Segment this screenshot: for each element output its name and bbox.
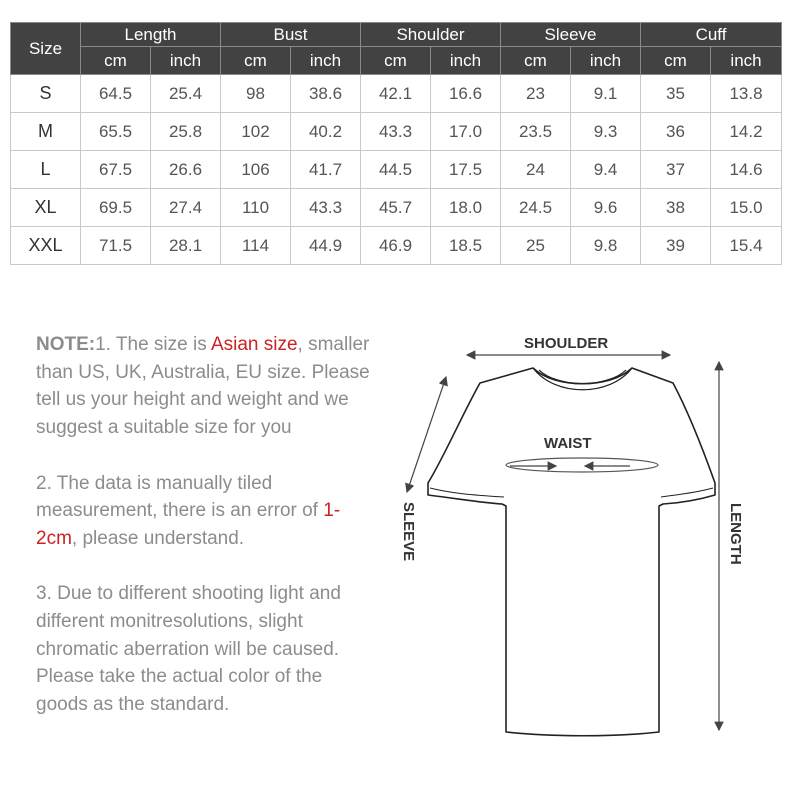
measurement-cell: 17.5 bbox=[431, 151, 501, 189]
unit-header-row bbox=[11, 47, 782, 75]
unit-header: inch bbox=[151, 47, 221, 75]
group-header-row bbox=[11, 23, 782, 47]
measurement-cell: 71.5 bbox=[81, 227, 151, 265]
measurement-cell: 23.5 bbox=[501, 113, 571, 151]
measurement-cell: 26.6 bbox=[151, 151, 221, 189]
group-bust-header: Bust bbox=[221, 23, 361, 47]
size-note bbox=[36, 331, 376, 747]
group-shoulder-header: Shoulder bbox=[361, 23, 501, 47]
measurement-cell: 69.5 bbox=[81, 189, 151, 227]
note-highlight: 1-2cm bbox=[36, 500, 341, 549]
measurement-cell: 36 bbox=[641, 113, 711, 151]
measurement-cell: 16.6 bbox=[431, 75, 501, 113]
measurement-cell: 18.5 bbox=[431, 227, 501, 265]
size-cell: XXL bbox=[11, 227, 81, 265]
group-length-header: Length bbox=[81, 23, 221, 47]
measurement-cell: 23 bbox=[501, 75, 571, 113]
measurement-cell: 9.4 bbox=[571, 151, 641, 189]
unit-header: cm bbox=[81, 47, 151, 75]
note-paragraph-3 bbox=[36, 580, 376, 719]
measurement-cell: 42.1 bbox=[361, 75, 431, 113]
table-row bbox=[11, 227, 782, 265]
measurement-cell: 13.8 bbox=[711, 75, 782, 113]
measurement-cell: 44.5 bbox=[361, 151, 431, 189]
note-paragraph-2 bbox=[36, 470, 376, 553]
measurement-cell: 25.4 bbox=[151, 75, 221, 113]
unit-header: cm bbox=[641, 47, 711, 75]
length-label: LENGTH bbox=[727, 503, 744, 565]
group-cuff-header: Cuff bbox=[641, 23, 782, 47]
measurement-cell: 98 bbox=[221, 75, 291, 113]
unit-header: inch bbox=[571, 47, 641, 75]
group-sleeve-header: Sleeve bbox=[501, 23, 641, 47]
size-cell: M bbox=[11, 113, 81, 151]
unit-header: inch bbox=[291, 47, 361, 75]
measurement-cell: 37 bbox=[641, 151, 711, 189]
measurement-cell: 65.5 bbox=[81, 113, 151, 151]
measurement-cell: 25 bbox=[501, 227, 571, 265]
measurement-cell: 25.8 bbox=[151, 113, 221, 151]
measurement-cell: 43.3 bbox=[291, 189, 361, 227]
measurement-cell: 28.1 bbox=[151, 227, 221, 265]
note-text: , smaller than US, UK, Australia, EU size. Please tell us your height and weight and we suggest a suitable size for you bbox=[36, 334, 370, 439]
measurement-cell: 41.7 bbox=[291, 151, 361, 189]
measurement-cell: 24.5 bbox=[501, 189, 571, 227]
measurement-cell: 18.0 bbox=[431, 189, 501, 227]
unit-header: inch bbox=[711, 47, 782, 75]
sleeve-label: SLEEVE bbox=[400, 502, 417, 562]
measurement-cell: 38.6 bbox=[291, 75, 361, 113]
unit-header: cm bbox=[361, 47, 431, 75]
measurement-cell: 14.2 bbox=[711, 113, 782, 151]
unit-header: inch bbox=[431, 47, 501, 75]
tshirt-measurement-diagram bbox=[390, 325, 770, 745]
table-row bbox=[11, 189, 782, 227]
measurement-cell: 43.3 bbox=[361, 113, 431, 151]
measurement-cell: 9.6 bbox=[571, 189, 641, 227]
measurement-cell: 15.4 bbox=[711, 227, 782, 265]
note-text: , please understand. bbox=[71, 527, 245, 549]
size-header: Size bbox=[11, 23, 81, 75]
table-row bbox=[11, 75, 782, 113]
size-cell: XL bbox=[11, 189, 81, 227]
note-text: 1. The size is bbox=[95, 334, 211, 355]
measurement-cell: 35 bbox=[641, 75, 711, 113]
measurement-cell: 9.8 bbox=[571, 227, 641, 265]
note-text: 2. The data is manually tiled measurement, there is an error of bbox=[36, 472, 324, 522]
measurement-cell: 67.5 bbox=[81, 151, 151, 189]
measurement-cell: 46.9 bbox=[361, 227, 431, 265]
measurement-cell: 9.1 bbox=[571, 75, 641, 113]
measurement-cell: 114 bbox=[221, 227, 291, 265]
size-chart-table bbox=[10, 22, 782, 265]
measurement-cell: 110 bbox=[221, 189, 291, 227]
note-paragraph-1 bbox=[36, 331, 376, 442]
size-cell: S bbox=[11, 75, 81, 113]
measurement-cell: 27.4 bbox=[151, 189, 221, 227]
measurement-cell: 39 bbox=[641, 227, 711, 265]
tshirt-outline bbox=[428, 368, 715, 736]
measurement-cell: 14.6 bbox=[711, 151, 782, 189]
unit-header: cm bbox=[501, 47, 571, 75]
measurement-cell: 15.0 bbox=[711, 189, 782, 227]
measurement-cell: 9.3 bbox=[571, 113, 641, 151]
shoulder-label: SHOULDER bbox=[524, 335, 609, 352]
measurement-cell: 106 bbox=[221, 151, 291, 189]
note-highlight: Asian size bbox=[210, 334, 298, 355]
note-text: 3. Due to different shooting light and different monitresolutions, slight chromatic aberration will be caused. Please take the actual color of the goods as the standard. bbox=[36, 583, 341, 716]
measurement-cell: 17.0 bbox=[431, 113, 501, 151]
measurement-cell: 38 bbox=[641, 189, 711, 227]
table-row bbox=[11, 151, 782, 189]
unit-header: cm bbox=[221, 47, 291, 75]
measurement-cell: 45.7 bbox=[361, 189, 431, 227]
table-row bbox=[11, 113, 782, 151]
measurement-cell: 24 bbox=[501, 151, 571, 189]
size-cell: L bbox=[11, 151, 81, 189]
measurement-cell: 102 bbox=[221, 113, 291, 151]
measurement-cell: 64.5 bbox=[81, 75, 151, 113]
measurement-cell: 40.2 bbox=[291, 113, 361, 151]
measurement-cell: 44.9 bbox=[291, 227, 361, 265]
note-label: NOTE: bbox=[36, 334, 96, 355]
waist-label: WAIST bbox=[544, 435, 592, 452]
